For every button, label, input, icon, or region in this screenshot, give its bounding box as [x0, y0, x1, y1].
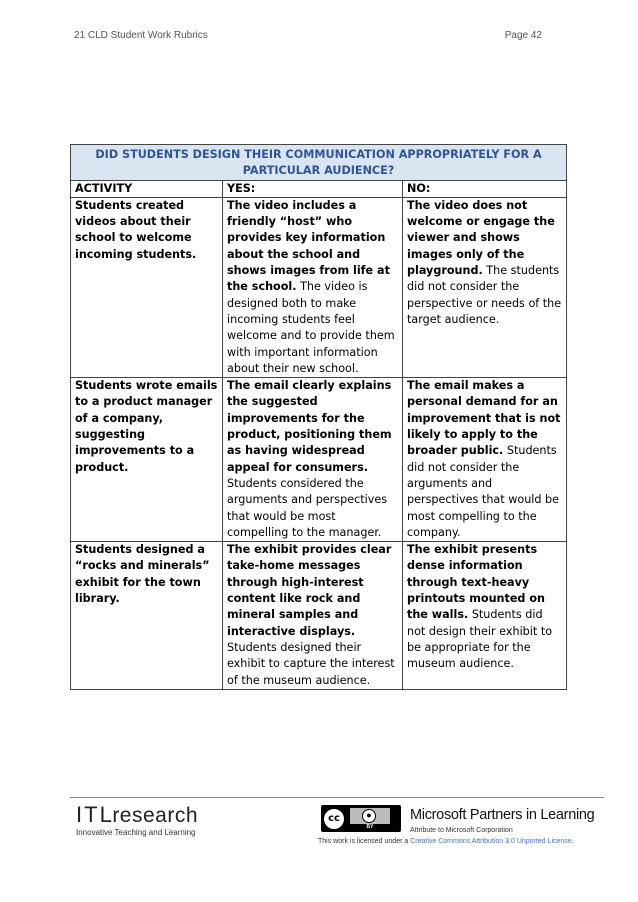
yes-text: Students designed their exhibit to capture the interest of the museum audience.	[227, 640, 395, 687]
no-bold-text: The email makes a personal demand for an improvement that is not likely to apply to the broader public.	[407, 379, 561, 458]
no-cell	[403, 542, 567, 690]
rubric-title: DID STUDENTS DESIGN THEIR COMMUNICATION APPROPRIATELY FOR A PARTICULAR AUDIENCE?	[71, 145, 567, 181]
yes-text: Students considered the arguments and perspectives that would be most compelling to the manager.	[227, 476, 388, 539]
column-header-yes: YES:	[223, 180, 403, 197]
page-number: Page 42	[504, 30, 542, 41]
license-link[interactable]: Creative Commons Attribution 3.0 Unported License	[410, 838, 572, 845]
yes-bold-text: The video includes a friendly “host” who provides key information about the school and shows images from life at the school.	[227, 198, 390, 294]
ms-attribution: Attribute to Microsoft Corporation	[410, 827, 513, 834]
no-text: Students did not design their exhibit to be appropriate for the museum audience.	[407, 608, 553, 671]
license-notice	[318, 838, 574, 845]
page-header	[74, 30, 542, 44]
yes-bold-text: The email clearly explains the suggested improvements for the product, positioning them as having widespread appeal for consumers.	[227, 379, 392, 474]
activity-cell: Students created videos about their school to welcome incoming students.	[71, 197, 223, 377]
microsoft-partners-logo	[410, 807, 594, 834]
no-text: The students did not consider the perspective or needs of the target audience.	[407, 264, 562, 326]
table-row	[71, 197, 567, 377]
yes-bold-text: The exhibit provides clear take-home messages through high-interest content like rock and mineral samples and interactive displays.	[227, 543, 392, 638]
ms-brand-text: Microsoft Partners in Learning	[410, 807, 595, 823]
activity-cell: Students designed a “rocks and minerals” exhibit for the town library.	[71, 542, 223, 690]
itl-logo-research: research	[112, 804, 199, 827]
itl-logo-l: L	[99, 802, 113, 827]
no-bold-text: The exhibit presents dense information through text-heavy printouts mounted on the walls.	[407, 543, 545, 622]
cc-by-panel	[350, 808, 390, 829]
activity-cell: Students wrote emails to a product manager of a company, suggesting improvements to a product.	[71, 378, 223, 542]
cc-by-label: BY	[350, 824, 390, 830]
document-title: 21 CLD Student Work Rubrics	[74, 30, 208, 41]
table-row	[71, 542, 567, 690]
rubric-table	[70, 144, 567, 690]
itl-research-logo	[76, 803, 198, 837]
no-cell	[403, 378, 567, 542]
creative-commons-badge	[321, 805, 401, 832]
footer-divider	[70, 797, 604, 798]
table-row	[71, 378, 567, 542]
yes-text: The video is designed both to make incoming students feel welcome and to provide them with important information about their new school.	[227, 280, 395, 375]
yes-cell	[223, 542, 403, 690]
no-cell	[403, 197, 567, 377]
attribution-person-icon: ●	[362, 809, 376, 823]
yes-cell	[223, 378, 403, 542]
no-text: Students did not consider the arguments and perspectives that would be most compelling to the company.	[407, 444, 560, 539]
no-bold-text: The video does not welcome or engage the viewer and shows images only of the playground.	[407, 198, 555, 278]
column-header-no: NO:	[403, 180, 567, 197]
itl-logo-it: IT	[76, 802, 100, 827]
license-prefix: This work is licensed under a	[318, 838, 411, 845]
itl-subtitle: Innovative Teaching and Learning	[76, 828, 196, 837]
cc-icon: cc	[324, 809, 344, 829]
yes-cell	[223, 197, 403, 377]
column-header-activity: ACTIVITY	[71, 180, 223, 197]
column-header-row	[71, 180, 567, 197]
license-suffix: .	[571, 838, 574, 845]
itl-logo-text	[76, 803, 198, 828]
